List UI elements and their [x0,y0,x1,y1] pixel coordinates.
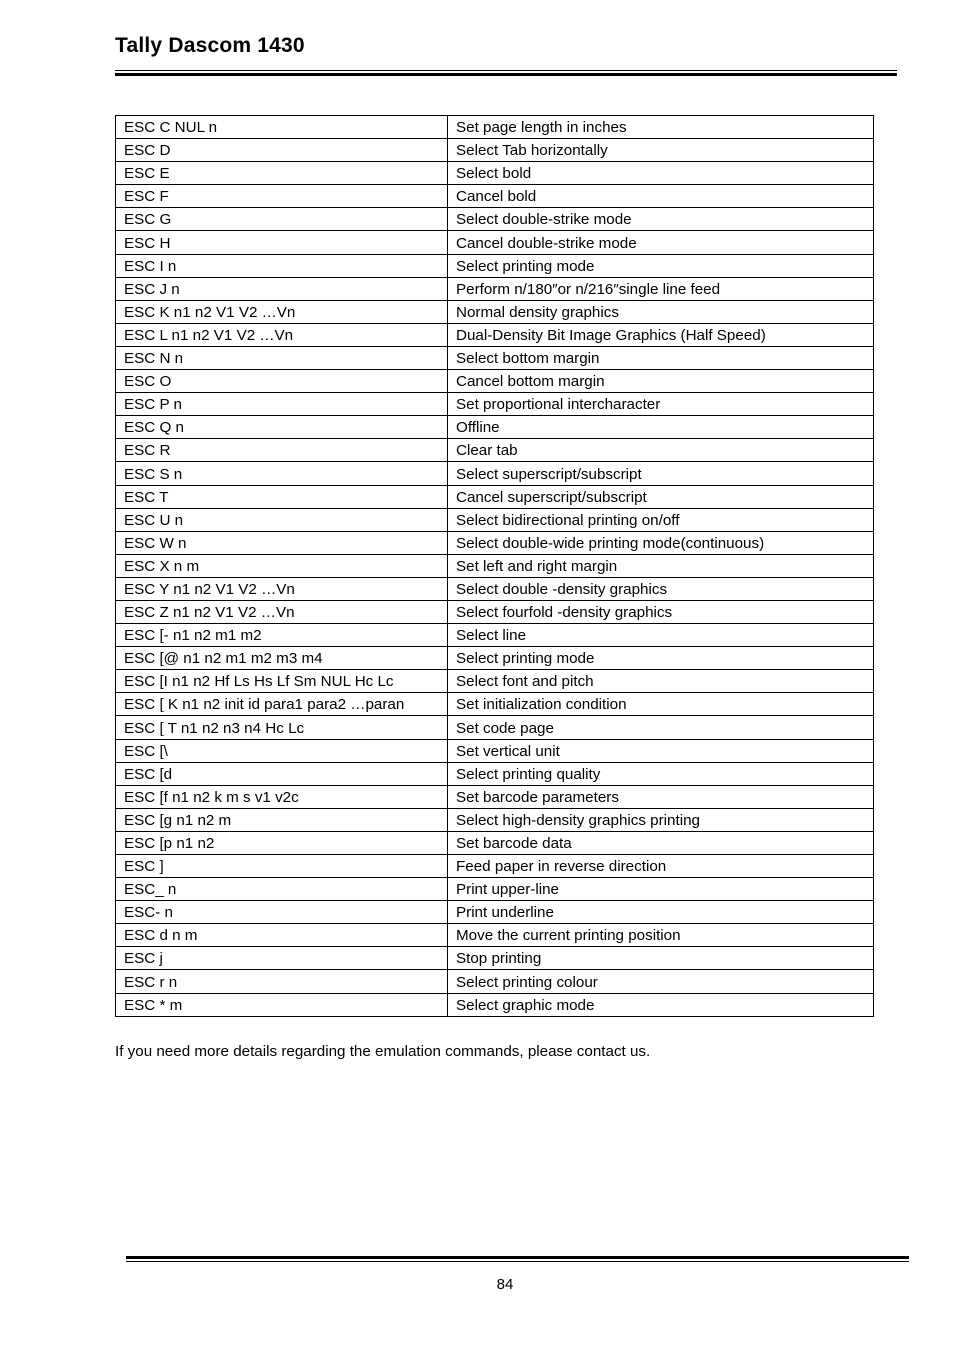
description-cell: Select font and pitch [448,670,874,693]
description-cell: Cancel bottom margin [448,370,874,393]
command-cell: ESC I n [116,254,448,277]
command-cell: ESC D [116,139,448,162]
footer-rule-thick [126,1256,909,1259]
description-cell: Set barcode data [448,831,874,854]
description-cell: Perform n/180″or n/216″single line feed [448,277,874,300]
command-cell: ESC E [116,162,448,185]
description-cell: Set proportional intercharacter [448,393,874,416]
description-cell: Set code page [448,716,874,739]
description-cell: Set initialization condition [448,693,874,716]
command-cell: ESC [@ n1 n2 m1 m2 m3 m4 [116,647,448,670]
description-cell: Feed paper in reverse direction [448,855,874,878]
table-row [116,785,874,808]
command-cell: ESC F [116,185,448,208]
command-cell: ESC j [116,947,448,970]
description-cell: Select printing mode [448,647,874,670]
command-cell: ESC N n [116,346,448,369]
table-row [116,323,874,346]
command-cell: ESC T [116,485,448,508]
table-row [116,393,874,416]
table-row [116,600,874,623]
description-cell: Select double-wide printing mode(continuous) [448,531,874,554]
description-cell: Select double -density graphics [448,577,874,600]
description-cell: Clear tab [448,439,874,462]
table-row [116,231,874,254]
description-cell: Select bold [448,162,874,185]
table-row [116,716,874,739]
table-row [116,254,874,277]
table-row [116,208,874,231]
description-cell: Select printing quality [448,762,874,785]
description-cell: Select printing colour [448,970,874,993]
description-cell: Cancel superscript/subscript [448,485,874,508]
table-row [116,855,874,878]
description-cell: Select bottom margin [448,346,874,369]
description-cell: Select high-density graphics printing [448,808,874,831]
command-cell: ESC * m [116,993,448,1016]
description-cell: Stop printing [448,947,874,970]
command-cell: ESC R [116,439,448,462]
description-cell: Select graphic mode [448,993,874,1016]
command-cell: ESC Z n1 n2 V1 V2 …Vn [116,600,448,623]
command-cell: ESC [I n1 n2 Hf Ls Hs Lf Sm NUL Hc Lc [116,670,448,693]
command-cell: ESC S n [116,462,448,485]
command-cell: ESC K n1 n2 V1 V2 …Vn [116,300,448,323]
command-cell: ESC H [116,231,448,254]
command-cell: ESC Q n [116,416,448,439]
command-cell: ESC C NUL n [116,116,448,139]
command-cell: ESC G [116,208,448,231]
table-row [116,762,874,785]
table-row [116,831,874,854]
table-row [116,462,874,485]
command-cell: ESC [d [116,762,448,785]
description-cell: Offline [448,416,874,439]
command-cell: ESC [g n1 n2 m [116,808,448,831]
description-cell: Select double-strike mode [448,208,874,231]
table-row [116,647,874,670]
description-cell: Cancel bold [448,185,874,208]
table-row [116,693,874,716]
header-rule-thin [115,70,897,71]
footer-rule-thin [126,1261,909,1262]
table-row [116,993,874,1016]
table-row [116,300,874,323]
command-cell: ESC Y n1 n2 V1 V2 …Vn [116,577,448,600]
table-row [116,970,874,993]
command-cell: ESC- n [116,901,448,924]
table-row [116,485,874,508]
table-row [116,624,874,647]
command-cell: ESC P n [116,393,448,416]
command-cell: ESC [ T n1 n2 n3 n4 Hc Lc [116,716,448,739]
description-cell: Print upper-line [448,878,874,901]
command-cell: ESC U n [116,508,448,531]
table-row [116,739,874,762]
table-row [116,116,874,139]
table-row [116,947,874,970]
table-row [116,577,874,600]
command-cell: ESC_ n [116,878,448,901]
table-row [116,808,874,831]
table-row [116,878,874,901]
description-cell: Select fourfold -density graphics [448,600,874,623]
description-cell: Dual-Density Bit Image Graphics (Half Speed) [448,323,874,346]
description-cell: Select Tab horizontally [448,139,874,162]
page-number: 84 [496,1276,514,1293]
table-row [116,554,874,577]
description-cell: Normal density graphics [448,300,874,323]
table-row [116,277,874,300]
table-row [116,139,874,162]
command-cell: ESC X n m [116,554,448,577]
table-row [116,508,874,531]
table-row [116,416,874,439]
table-row [116,185,874,208]
table-row [116,901,874,924]
table-row [116,439,874,462]
command-cell: ESC [- n1 n2 m1 m2 [116,624,448,647]
table-row [116,370,874,393]
table-row [116,346,874,369]
description-cell: Set vertical unit [448,739,874,762]
contact-note: If you need more details regarding the emulation commands, please contact us. [115,1043,651,1060]
command-table [115,115,874,1017]
page-title: Tally Dascom 1430 [115,34,305,57]
table-row [116,162,874,185]
command-cell: ESC [ K n1 n2 init id para1 para2 …paran [116,693,448,716]
command-table-body [116,116,874,1017]
description-cell: Set page length in inches [448,116,874,139]
table-row [116,531,874,554]
description-cell: Move the current printing position [448,924,874,947]
command-cell: ESC J n [116,277,448,300]
description-cell: Print underline [448,901,874,924]
command-cell: ESC [\ [116,739,448,762]
command-cell: ESC d n m [116,924,448,947]
header-rule-thick [115,73,897,76]
description-cell: Select line [448,624,874,647]
command-cell: ESC [p n1 n2 [116,831,448,854]
command-cell: ESC [f n1 n2 k m s v1 v2c [116,785,448,808]
table-row [116,924,874,947]
description-cell: Select bidirectional printing on/off [448,508,874,531]
command-cell: ESC W n [116,531,448,554]
command-cell: ESC r n [116,970,448,993]
description-cell: Set left and right margin [448,554,874,577]
table-row [116,670,874,693]
command-cell: ESC O [116,370,448,393]
description-cell: Set barcode parameters [448,785,874,808]
description-cell: Select superscript/subscript [448,462,874,485]
description-cell: Cancel double-strike mode [448,231,874,254]
command-cell: ESC ] [116,855,448,878]
description-cell: Select printing mode [448,254,874,277]
command-cell: ESC L n1 n2 V1 V2 …Vn [116,323,448,346]
